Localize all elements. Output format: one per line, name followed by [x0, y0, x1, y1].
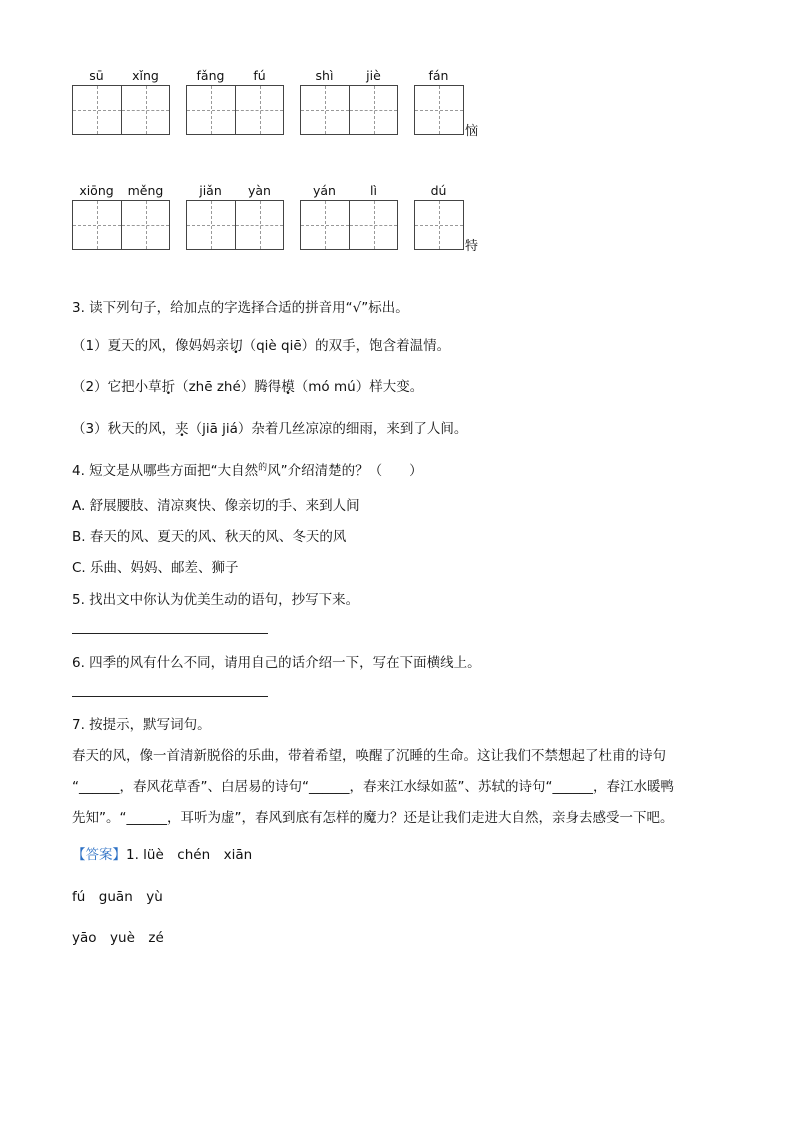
pinyin-label: lì — [370, 183, 377, 198]
sentence-text: （1）夏天的风，像妈妈亲 — [72, 338, 230, 354]
writing-cell[interactable] — [415, 86, 463, 134]
question-3-sentence-1 — [72, 334, 450, 354]
answer-label: 【答案】 — [72, 847, 126, 863]
writing-cell[interactable] — [235, 86, 283, 134]
option-a[interactable]: A. 舒展腰肢、清凉爽快、像亲切的手、来到人间 — [72, 498, 360, 514]
writing-cell[interactable] — [415, 201, 463, 249]
answer-text: 1. lüè chén xiān — [126, 847, 253, 863]
writing-boxes[interactable] — [300, 85, 398, 135]
writing-boxes[interactable] — [186, 200, 284, 250]
writing-cell[interactable] — [301, 86, 349, 134]
question-7-title: 7. 按提示，默写词句。 — [72, 717, 211, 733]
pinyin-label: měng — [127, 183, 164, 198]
writing-cell[interactable] — [121, 86, 169, 134]
writing-cell[interactable] — [301, 201, 349, 249]
pinyin-label: fán — [428, 68, 449, 83]
option-b[interactable]: B. 春天的风、夏天的风、秋天的风、冬天的风 — [72, 529, 347, 545]
pinyin-label: jiè — [366, 68, 381, 83]
pinyin-label: yán — [313, 183, 336, 198]
writing-boxes[interactable] — [414, 85, 464, 135]
answer-line-3: yāo yuè zé — [72, 930, 164, 946]
pinyin-label: xǐng — [132, 68, 159, 83]
answer-line[interactable] — [72, 696, 268, 697]
sentence-text: （3）秋天的风， — [72, 421, 176, 437]
pinyin-label: dú — [430, 183, 447, 198]
writing-cell[interactable] — [235, 201, 283, 249]
dotted-char: 夹 — [175, 421, 189, 437]
dotted-char: 折 — [161, 379, 176, 395]
question-6-title: 6. 四季的风有什么不同，请用自己的话介绍一下，写在下面横线上。 — [72, 655, 481, 671]
pinyin-label: jiǎn — [199, 183, 222, 198]
writing-cell[interactable] — [73, 201, 121, 249]
pinyin-label: fǎng — [196, 68, 225, 83]
answer-line-1 — [72, 843, 252, 863]
pinyin-label: shì — [315, 68, 334, 83]
writing-boxes[interactable] — [300, 200, 398, 250]
pinyin-grid-row-1 — [72, 68, 572, 148]
pinyin-label: sū — [89, 68, 104, 83]
question-3-title: 3. 读下列句子，给加点的字选择合适的拼音用“√”标出。 — [72, 300, 409, 316]
sentence-text: （zhē zhé）腾得 — [175, 379, 282, 395]
suffix-char: 特 — [465, 239, 479, 254]
sentence-text: （qiè qiē）的双手，饱含着温情。 — [242, 338, 451, 354]
question-3-sentence-3 — [72, 417, 467, 437]
suffix-char: 恼 — [465, 124, 479, 139]
writing-cell[interactable] — [187, 86, 235, 134]
question-5-title: 5. 找出文中你认为优美生动的语句，抄写下来。 — [72, 592, 360, 608]
sentence-text: （mó mú）样大变。 — [294, 379, 424, 395]
writing-cell[interactable] — [121, 201, 169, 249]
writing-boxes[interactable] — [72, 85, 170, 135]
pinyin-label: fú — [253, 68, 266, 83]
question-7-text-line: 先知”。“______，耳听为虚”，春风到底有怎样的魔力？还是让我们走进大自然，亲身去感受一下吧。 — [72, 810, 674, 826]
question-7-text-line: 春天的风，像一首清新脱俗的乐曲，带着希望，唤醒了沉睡的生命。这让我们不禁想起了杜甫的诗句 — [72, 748, 666, 764]
answer-line[interactable] — [72, 633, 268, 634]
question-text: 4. 短文是从哪些方面把“大自然 — [72, 463, 259, 479]
question-4-title — [72, 459, 423, 479]
pinyin-label: xiōng — [79, 183, 114, 198]
writing-boxes[interactable] — [186, 85, 284, 135]
option-c[interactable]: C. 乐曲、妈妈、邮差、狮子 — [72, 560, 239, 576]
dotted-char: 切 — [229, 338, 243, 354]
question-3-sentence-2 — [72, 375, 423, 395]
writing-boxes[interactable] — [72, 200, 170, 250]
sentence-text: （jiā jiá）杂着几丝凉凉的细雨，来到了人间。 — [188, 421, 468, 437]
pinyin-grid-row-2 — [72, 183, 572, 263]
dotted-char: 模 — [281, 379, 295, 395]
small-char: 的 — [258, 463, 268, 473]
question-7-text-line: “______，春风花草香”、白居易的诗句“______，春来江水绿如蓝”、苏轼的诗句“______，春江水暖鸭 — [72, 779, 674, 795]
question-text: 风”介绍清楚的？（ ） — [267, 463, 423, 479]
pinyin-label: yàn — [248, 183, 271, 198]
writing-cell[interactable] — [349, 86, 397, 134]
writing-cell[interactable] — [349, 201, 397, 249]
answer-line-2: fú guān yù — [72, 889, 163, 905]
writing-boxes[interactable] — [414, 200, 464, 250]
sentence-text: （2）它把小草 — [72, 379, 162, 395]
writing-cell[interactable] — [187, 201, 235, 249]
writing-cell[interactable] — [73, 86, 121, 134]
